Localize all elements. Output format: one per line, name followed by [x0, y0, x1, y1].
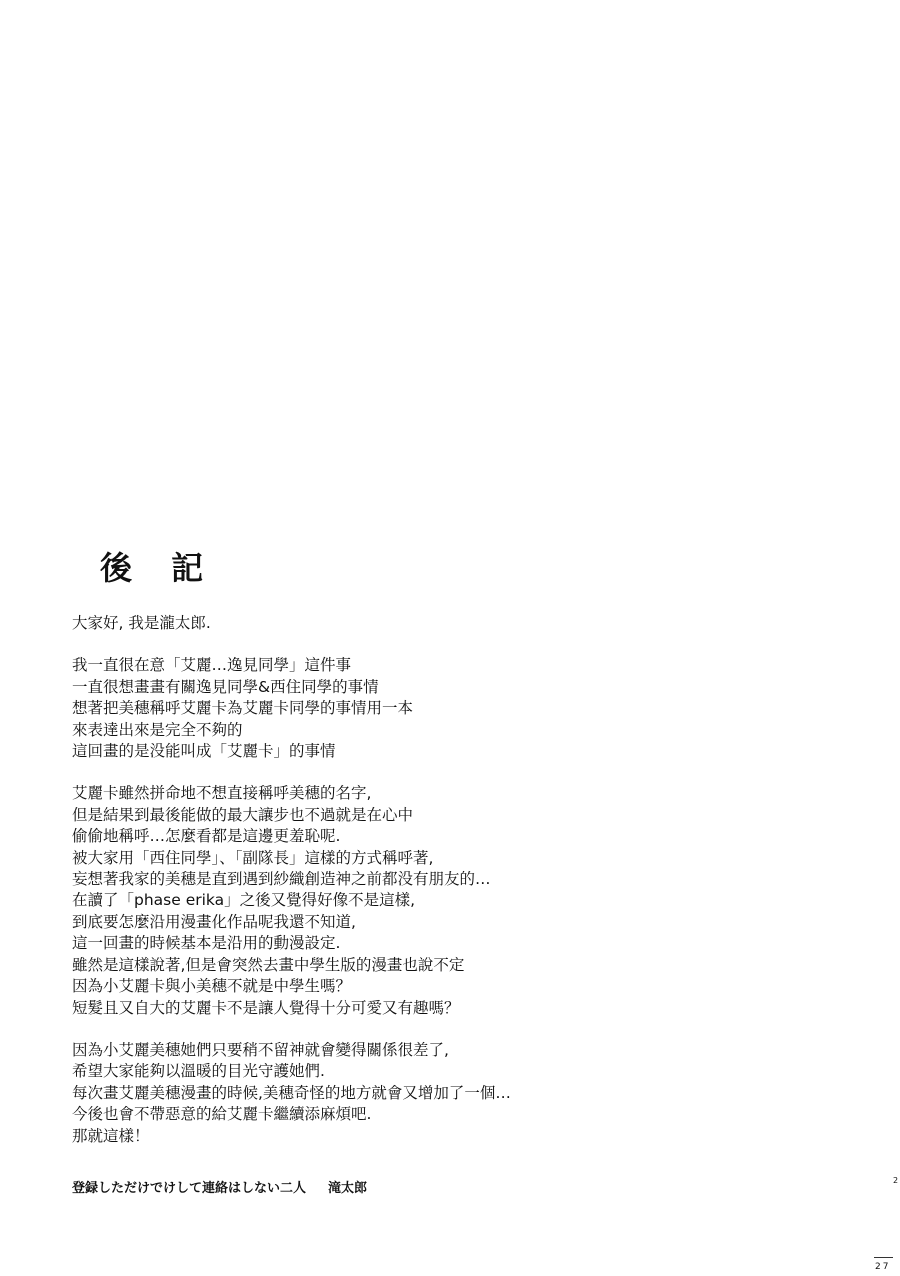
signature: [72, 1180, 367, 1198]
text-line: 每次畫艾麗美穗漫畫的時候,美穗奇怪的地方就會又增加了一個…: [72, 1083, 511, 1102]
text-line: 這回畫的是没能叫成「艾麗卡」的事情: [72, 742, 336, 761]
signature-text: 登録しただけでけして連絡はしない二人: [72, 1181, 307, 1196]
paragraph-1: [72, 613, 852, 634]
paragraph-3: [72, 783, 852, 1018]
page-number: 27: [875, 1262, 891, 1272]
text-line: 希望大家能夠以溫暖的目光守護她們.: [72, 1062, 325, 1081]
text-line: 因為小艾麗卡與小美穗不就是中學生嗎？: [72, 977, 352, 996]
text-line: 今後也會不帶惡意的給艾麗卡繼續添麻煩吧.: [72, 1105, 372, 1124]
afterword-body: [72, 613, 852, 1147]
text-line: 到底要怎麼沿用漫畫化作品呢我還不知道,: [72, 912, 356, 931]
text-line: 但是結果到最後能做的最大讓步也不過就是在心中: [72, 805, 414, 824]
margin-mark: 2: [893, 1176, 899, 1185]
text-line: 我一直很在意「艾麗…逸見同學」這件事: [72, 656, 352, 675]
text-line: 這一回畫的時候基本是沿用的動漫設定.: [72, 934, 341, 953]
text-line: 艾麗卡雖然拼命地不想直接稱呼美穗的名字,: [72, 784, 372, 803]
text-line: 偷偷地稱呼…怎麼看都是這邊更羞恥呢.: [72, 827, 341, 846]
text-line: 來表達出來是完全不夠的: [72, 720, 243, 739]
paragraph-2: [72, 655, 852, 762]
author-name: 滝太郎: [328, 1181, 368, 1196]
page-number-rule: [874, 1257, 893, 1258]
text-line: 因為小艾麗美穗她們只要稍不留神就會變得關係很差了,: [72, 1040, 449, 1059]
text-line: 一直很想畫畫有關逸見同學&西住同學的事情: [72, 677, 379, 696]
afterword-title: 後 記: [100, 549, 218, 587]
text-line: 雖然是這樣說著,但是會突然去畫中學生版的漫畫也說不定: [72, 955, 465, 974]
text-line: 大家好, 我是瀧太郎.: [72, 614, 211, 632]
text-line: 妄想著我家的美穗是直到遇到紗織創造神之前都没有朋友的…: [72, 870, 491, 889]
text-line: 那就這樣！: [72, 1126, 150, 1145]
text-line: 在讀了「phase erika」之後又覺得好像不是這樣,: [72, 891, 416, 910]
paragraph-4: [72, 1040, 852, 1147]
text-line: 想著把美穗稱呼艾麗卡為艾麗卡同學的事情用一本: [72, 699, 414, 718]
text-line: 被大家用「西住同學」、「副隊長」這樣的方式稱呼著,: [72, 848, 434, 867]
text-line: 短髮且又自大的艾麗卡不是讓人覺得十分可愛又有趣嗎？: [72, 998, 460, 1017]
